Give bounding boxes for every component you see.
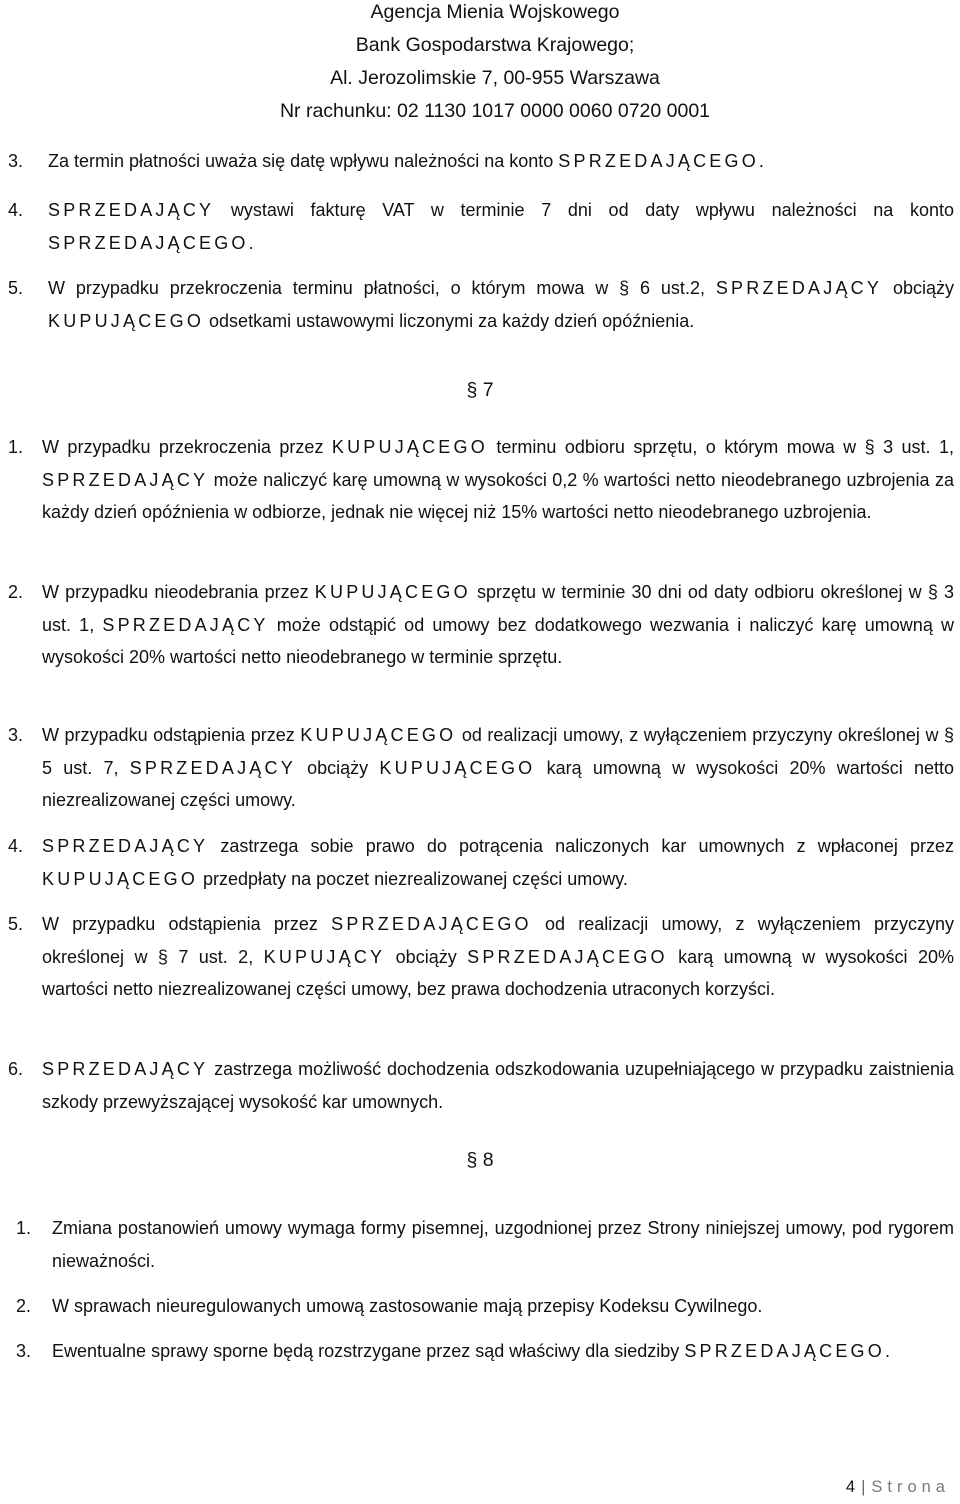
item-number: 6. [8,1059,24,1079]
item-text: SPRZEDAJĄCY zastrzega możliwość dochodzenia odszkodowania uzupełniającego w przypadku zaistnienia szkody przewyższającej wysokość kar umownych. [42,1059,954,1112]
page-number: 4 [845,1478,856,1496]
section-heading-7: § 7 [466,379,494,401]
header-line-agency: Agencja Mienia Wojskowego [370,1,620,23]
item-number: 3. [8,725,24,745]
item-number: 2. [8,582,24,602]
item-text: Ewentualne sprawy sporne będą rozstrzygane przez sąd właściwy dla siedziby SPRZEDAJĄCEGO. [52,1341,894,1361]
header-line-bank: Bank Gospodarstwa Krajowego; [355,34,635,56]
header-line-address: Al. Jerozolimskie 7, 00-955 Warszawa [330,67,660,89]
item-number: 2. [16,1296,32,1316]
item-number: 4. [8,836,24,856]
item-number: 5. [8,914,24,934]
item-number: 3. [8,151,24,171]
item-number: 5. [8,278,24,298]
item-text: W sprawach nieuregulowanych umową zastosowanie mają przepisy Kodeksu Cywilnego. [52,1296,763,1316]
item-text: Zmiana postanowień umowy wymaga formy pisemnej, uzgodnionej przez Strony niniejszej umowy, pod rygorem nieważności. [52,1218,954,1271]
item-text: SPRZEDAJĄCY zastrzega sobie prawo do potrącenia naliczonych kar umownych z wpłaconej przez KUPUJĄCEGO przedpłaty na poczet niezrealizowanej części umowy. [42,836,954,889]
item-text: W przypadku przekroczenia przez KUPUJĄCEGO terminu odbioru sprzętu, o którym mowa w § 3 ust. 1, SPRZEDAJĄCY może naliczyć karę umowną w wysokości 0,2 % wartości netto nieodebranego uzbrojenia za każdy dzień opóźnienia w odbiorze, jednak nie więcej niż 15% wartości netto nieodebranego uzbrojenia. [42,437,954,522]
item-text: W przypadku odstąpienia przez SPRZEDAJĄCEGO od realizacji umowy, z wyłączeniem przyczyny określonej w § 7 ust. 2, KUPUJĄCY obciąży SPRZEDAJĄCEGO karą umowną w wysokości 20% wartości netto niezrealizowanej części umowy, bez prawa dochodzenia utraconych korzyści. [42,914,954,999]
item-number: 1. [8,437,24,457]
item-text: W przypadku nieodebrania przez KUPUJĄCEGO sprzętu w terminie 30 dni od daty odbioru określonej w § 3 ust. 1, SPRZEDAJĄCY może odstąpić od umowy bez dodatkowego wezwania i naliczyć karę umowną w wysokości 20% wartości netto nieodebranego w terminie sprzętu. [42,582,954,667]
item-number: 4. [8,200,24,220]
header-line-account: Nr rachunku: 02 1130 1017 0000 0060 0720 0001 [279,100,711,122]
item-text: SPRZEDAJĄCY wystawi fakturę VAT w terminie 7 dni od daty wpływu należności na konto SPRZEDAJĄCEGO. [48,200,954,253]
item-text: Za termin płatności uważa się datę wpływu należności na konto SPRZEDAJĄCEGO. [48,151,768,171]
item-number: 3. [16,1341,32,1361]
item-number: 1. [16,1218,32,1238]
item-text: W przypadku odstąpienia przez KUPUJĄCEGO od realizacji umowy, z wyłączeniem przyczyny określonej w § 5 ust. 7, SPRZEDAJĄCY obciąży KUPUJĄCEGO karą umowną w wysokości 20% wartości netto niezrealizowanej części umowy. [42,725,954,810]
page-footer [846,1478,950,1497]
footer-separator: | [861,1478,866,1496]
page-word: Strona [871,1478,950,1496]
item-text: W przypadku przekroczenia terminu płatności, o którym mowa w § 6 ust.2, SPRZEDAJĄCY obciąży KUPUJĄCEGO odsetkami ustawowymi liczonymi za każdy dzień opóźnienia. [48,278,954,331]
section-heading-8: § 8 [466,1149,494,1171]
page-header [0,0,960,128]
